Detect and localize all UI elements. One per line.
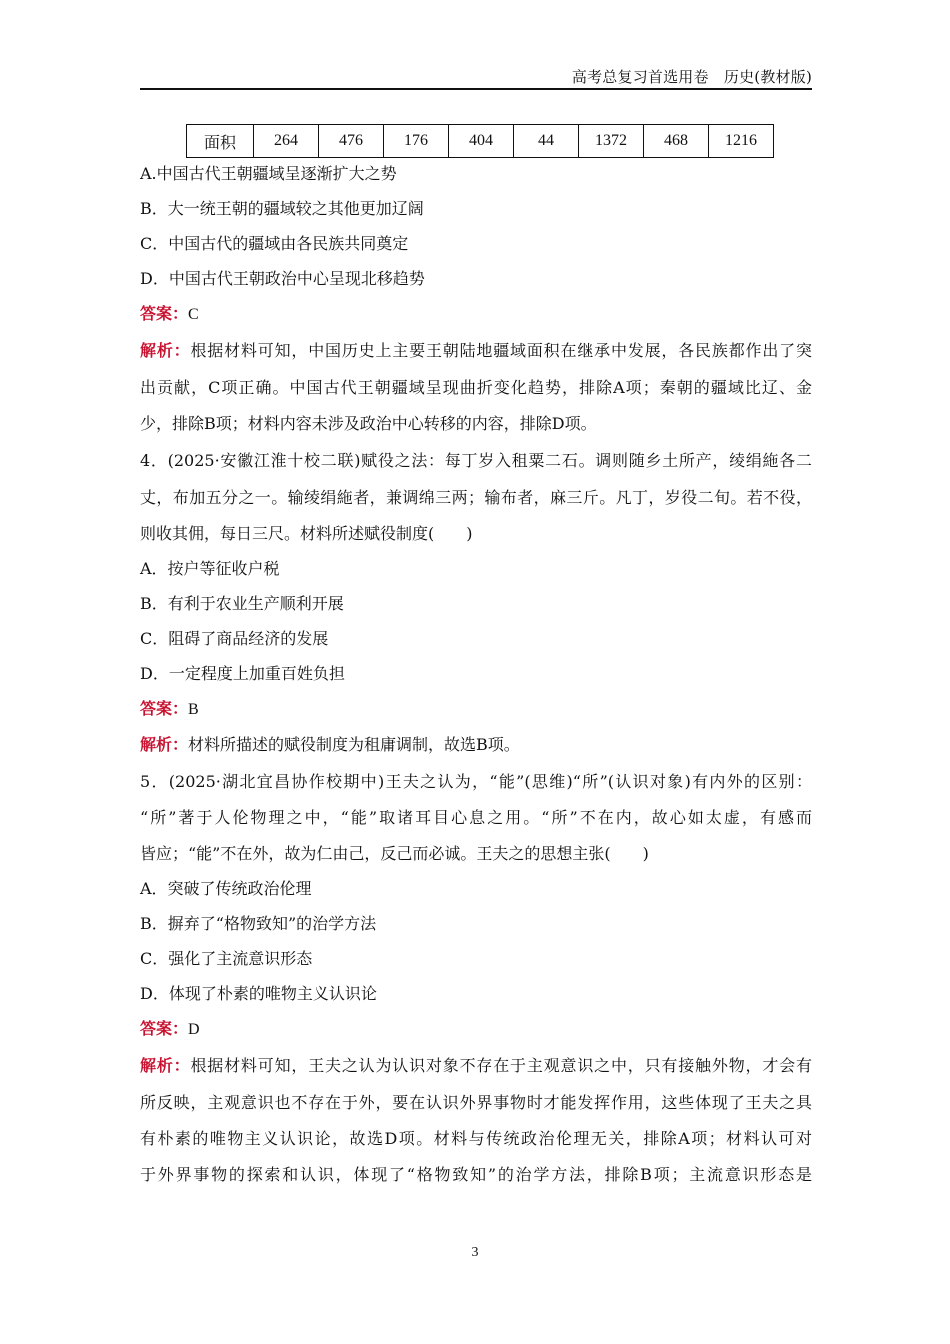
- q5-option-c: C．强化了主流意识形态: [140, 949, 313, 968]
- q5-stem-line-2: “所”著于人伦物理之中，“能”取诸耳目心息之用。“所”不在内，故心如太虚，有感而: [140, 808, 812, 827]
- analysis-text: 根据材料可知，王夫之认为认识对象不存在于主观意识之中，只有接触外物，才会有: [190, 1056, 812, 1075]
- answer-value: B: [188, 701, 199, 718]
- table-cell: 468: [644, 125, 709, 158]
- q4-option-a: A．按户等征收户税: [140, 559, 280, 578]
- q4-answer: [140, 699, 199, 720]
- q5-analysis-line-4: 于外界事物的探索和认识，体现了“格物致知”的治学方法，排除B项；主流意识形态是: [140, 1165, 812, 1184]
- q4-stem-line-2: 丈，布加五分之一。输绫绢絁者，兼调绵三两；输布者，麻三斤。凡丁，岁役二旬。若不役，: [140, 488, 812, 507]
- q3-option-b: B．大一统王朝的疆域较之其他更加辽阔: [140, 199, 424, 218]
- answer-label: 答案：: [140, 304, 189, 323]
- q5-analysis-line-3: 有朴素的唯物主义认识论，故选D项。材料与传统政治伦理无关，排除A项；材料认可对: [140, 1129, 812, 1148]
- q3-option-a: A.中国古代王朝疆域呈逐渐扩大之势: [140, 164, 397, 183]
- q5-option-a: A．突破了传统政治伦理: [140, 879, 312, 898]
- q5-analysis-line-1: [140, 1056, 812, 1076]
- q3-option-c: C．中国古代的疆域由各民族共同奠定: [140, 234, 409, 253]
- territory-area-table: [186, 124, 774, 158]
- q4-option-d: D．一定程度上加重百姓负担: [140, 664, 345, 683]
- q3-analysis-line-2: 出贡献，C项正确。中国古代王朝疆域呈现曲折变化趋势，排除A项；秦朝的疆域比辽、金: [140, 378, 812, 397]
- answer-value: D: [188, 1021, 200, 1038]
- analysis-text: 材料所描述的赋役制度为租庸调制，故选B项。: [188, 735, 520, 754]
- analysis-text: 根据材料可知，中国历史上主要王朝陆地疆域面积在继承中发展，各民族都作出了突: [190, 341, 812, 360]
- q5-analysis-line-2: 所反映，主观意识也不存在于外，要在认识外界事物时才能发挥作用，这些体现了王夫之具: [140, 1093, 812, 1112]
- q3-answer: [140, 304, 199, 325]
- header-title: 高考总复习首选用卷 历史(教材版): [571, 68, 812, 86]
- q5-stem-line-1: 5．(2025·湖北宜昌协作校期中)王夫之认为，“能”(思维)“所”(认识对象)有内外的区别：: [140, 772, 812, 791]
- table-row-label: 面积: [187, 125, 254, 158]
- q3-analysis-line-3: 少，排除B项；材料内容未涉及政治中心转移的内容，排除D项。: [140, 414, 597, 433]
- q4-stem-line-1: 4．(2025·安徽江淮十校二联)赋役之法：每丁岁入租粟二石。调则随乡土所产，绫绢絁各二: [140, 451, 812, 470]
- page-number: 3: [471, 1245, 479, 1260]
- table-cell: 264: [254, 125, 319, 158]
- page-header: [140, 66, 812, 90]
- answer-label: 答案：: [140, 699, 189, 718]
- q3-option-d: D．中国古代王朝政治中心呈现北移趋势: [140, 269, 425, 288]
- table-cell: 476: [319, 125, 384, 158]
- table-cell: 176: [384, 125, 449, 158]
- q5-option-b: B．摒弃了“格物致知”的治学方法: [140, 914, 377, 933]
- table-cell: 404: [449, 125, 514, 158]
- q5-option-d: D．体现了朴素的唯物主义认识论: [140, 984, 377, 1003]
- analysis-label: 解析：: [140, 1056, 191, 1075]
- q3-analysis-line-1: [140, 341, 812, 361]
- table-cell: 1372: [579, 125, 644, 158]
- table-cell: 1216: [709, 125, 774, 158]
- analysis-label: 解析：: [140, 735, 189, 754]
- answer-value: C: [188, 306, 199, 323]
- q4-option-b: B．有利于农业生产顺利开展: [140, 594, 344, 613]
- table-cell: 44: [514, 125, 579, 158]
- answer-label: 答案：: [140, 1019, 189, 1038]
- q4-option-c: C．阻碍了商品经济的发展: [140, 629, 329, 648]
- q5-stem-line-3: 皆应；“能”不在外，故为仁由己，反己而必诚。王夫之的思想主张( ): [140, 844, 649, 863]
- q4-analysis: [140, 735, 520, 755]
- q5-answer: [140, 1019, 200, 1040]
- q4-stem-line-3: 则收其佣，每日三尺。材料所述赋役制度( ): [140, 524, 473, 543]
- analysis-label: 解析：: [140, 341, 191, 360]
- table-row: [187, 125, 774, 158]
